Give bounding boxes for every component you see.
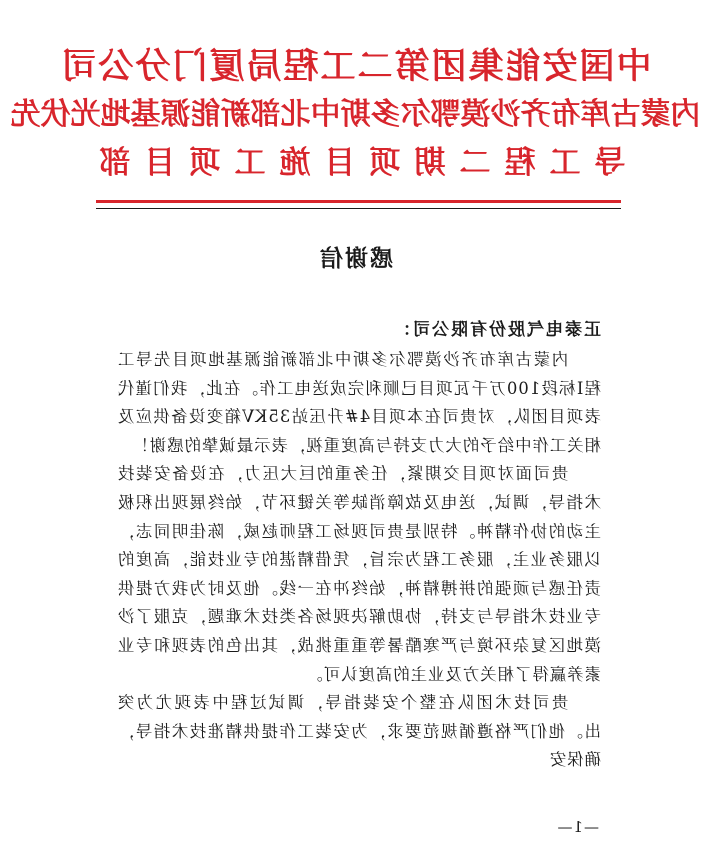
letterhead-project-name-line2: 导工程二期项目施工项目部	[85, 145, 626, 181]
letterhead-project-name-line1: 内蒙古库布齐沙漠鄂尔多斯中北部新能源基地光伏先	[10, 97, 701, 132]
letter-title: 感谢信	[318, 246, 393, 272]
letterhead-company-name: 中国安能集团第二工程局厦门分公司	[59, 47, 652, 87]
letter-addressee: 正泰电气股份有限公司：	[392, 320, 601, 340]
letterhead	[0, 44, 711, 192]
body-paragraph-3: 贵司技术团队在整个安装指导，调试过程中表现尤为突出。他们严格遵循规范要求，为安装工作提供精准技术指导，确保安	[117, 693, 601, 770]
letter-body	[117, 346, 601, 775]
body-paragraph-1: 内蒙古库布齐沙漠鄂尔多斯中北部新能源基地项目先导工程Ⅰ标段100万千瓦项目已顺利完成送电工作。在此，我们谨代表项目团队，对贵司在本项目4#升压站35KV箱变设备供应及相关工作中给予的大力支持与高度重视，表示最诚挚的感谢！	[117, 350, 601, 455]
letterhead-thin-rule	[96, 208, 621, 209]
page-number: —1—	[556, 818, 599, 836]
letterhead-red-rule	[96, 200, 621, 203]
body-paragraph-2: 贵司面对项目交期紧，任务重的巨大压力，在设备安装技术指导，调试，送电及故障消缺等关键环节，始终展现出积极主动的协作精神。特别是贵司现场工程师赵威，陈佳明同志，以服务业主，服务工程为宗旨，凭借精湛的专业技能，高度的责任感与顽强的拼搏精神，始终冲在一线。他及时为我方提供专业技术指导与支持，协助解决现场各类技术难题，克服了沙漠地区复杂环境与严寒酷暑等重重挑战，其出色的表现和专业素养赢得了相关方及业主的高度认可。	[117, 464, 601, 684]
